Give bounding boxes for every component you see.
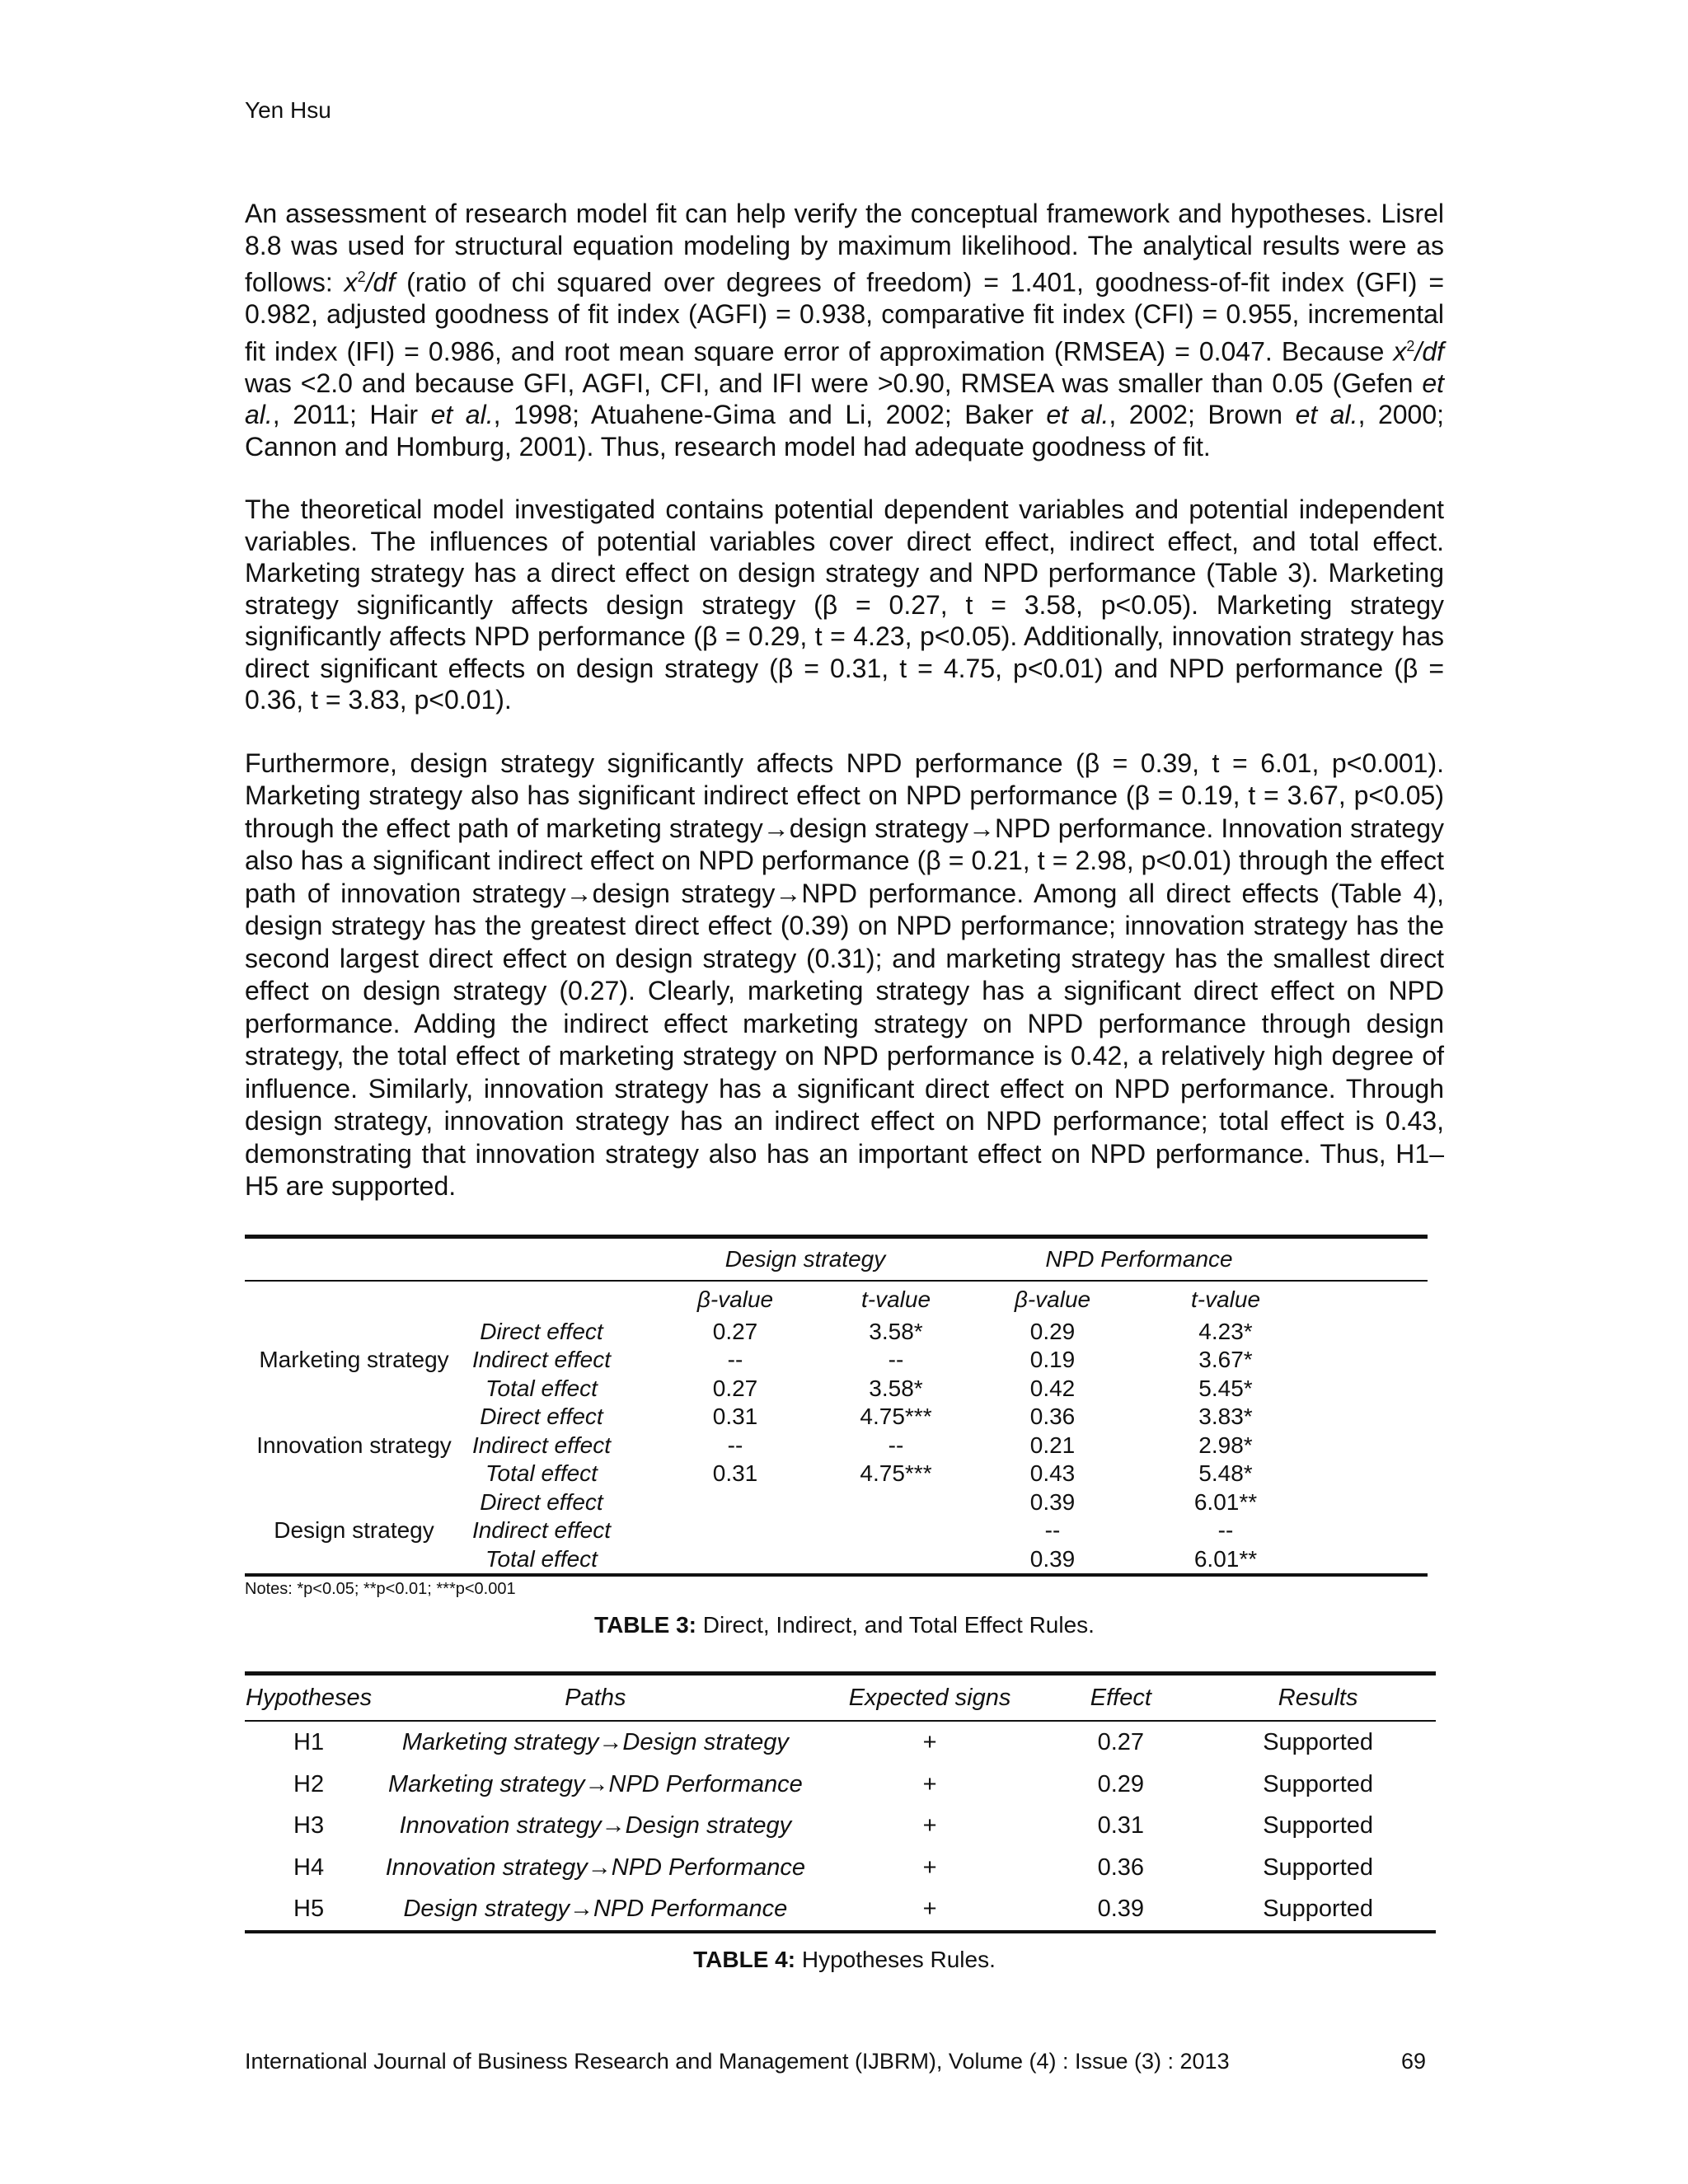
cell-design-beta <box>620 1516 801 1545</box>
cell-npd-beta: 0.21 <box>1029 1432 1076 1458</box>
table-4-row <box>245 1721 1436 1764</box>
cell-effect-type: Direct effect <box>480 1318 603 1344</box>
subheader-beta: β-value <box>1014 1286 1091 1312</box>
cell-npd-t: 3.83* <box>1198 1404 1253 1430</box>
cell-design-t: -- <box>888 1347 904 1373</box>
cell-row-label: Marketing strategy <box>259 1347 449 1373</box>
cell-npd-t: 5.48* <box>1198 1460 1253 1487</box>
cell-design-beta: -- <box>727 1347 743 1373</box>
cell-effect-type: Indirect effect <box>471 1517 612 1544</box>
cell-expected-sign: + <box>922 1729 937 1756</box>
cell-design-t <box>801 1545 966 1576</box>
cell-design-beta <box>620 1488 801 1517</box>
cell-design-t: -- <box>888 1432 904 1458</box>
cell-result: Supported <box>1263 1729 1374 1756</box>
cell-expected-sign: + <box>922 1854 937 1881</box>
cell-npd-beta: 0.39 <box>1029 1545 1076 1572</box>
header-paths: Paths <box>373 1674 818 1722</box>
group-header-design-strategy: Design strategy <box>724 1245 886 1272</box>
cell-effect-type: Total effect <box>485 1545 598 1572</box>
cell-expected-sign: + <box>818 1888 1042 1932</box>
group-header-npd-performance: NPD Performance <box>1045 1245 1233 1272</box>
cell-effect-type: Direct effect <box>480 1488 603 1515</box>
table-4-caption: TABLE 4: Hypotheses Rules. <box>693 1946 996 1972</box>
cell-row-label: Design strategy <box>274 1517 434 1544</box>
cell-design-beta: 0.31 <box>712 1404 758 1430</box>
cell-npd-beta: 0.43 <box>1029 1460 1076 1487</box>
table-3-notes: Notes: *p<0.05; **p<0.01; ***p<0.001 <box>245 1580 516 1599</box>
cell-effect-type: Total effect <box>485 1460 598 1487</box>
cell-effect-type: Indirect effect <box>471 1432 612 1458</box>
table-4-row <box>245 1847 1436 1889</box>
cell-design-beta <box>620 1545 801 1576</box>
cell-design-t: 3.58* <box>869 1318 923 1344</box>
table-4-row <box>245 1764 1436 1806</box>
header-expected-signs: Expected signs <box>818 1674 1042 1722</box>
cell-npd-t: 6.01** <box>1193 1488 1258 1515</box>
cell-design-t: 4.75*** <box>860 1460 932 1487</box>
cell-result: Supported <box>1263 1812 1374 1840</box>
cell-effect-type: Direct effect <box>480 1404 603 1430</box>
cell-hypothesis-id: H3 <box>293 1812 325 1840</box>
cell-path: Design strategy→NPD Performance <box>373 1888 818 1932</box>
cell-effect-type: Total effect <box>485 1375 598 1401</box>
paragraph-indirect-effects: Furthermore, design strategy significantly affects NPD performance (β = 0.39, t = 6.01, p<0.001). Marketing strategy also has significant indirect effect on NPD performance (β = 0.19, t = 3.67, p<0.05) through the effect path of marketing strategy→design strategy→NPD performance. Innovation strategy also has a significant indirect effect on NPD performance (β = 0.21, t = 2.98, p<0.01) through the effect path of innovation strategy→design strategy→NPD performance. Among all direct effects (Table 4), design strategy has the greatest direct effect (0.39) on NPD performance; innovation strategy has the second largest direct effect on design strategy (0.31); and marketing strategy has the smallest direct effect on design strategy (0.27). Clearly, marketing strategy has a significant direct effect on NPD performance. Adding the indirect effect marketing strategy on NPD performance through design strategy, the total effect of marketing strategy on NPD performance is 0.42, a relatively high degree of influence. Similarly, innovation strategy has a significant direct effect on NPD performance. Through design strategy, innovation strategy has an indirect effect on NPD performance; total effect is 0.43, demonstrating that innovation strategy also has an important effect on NPD performance. Thus, H1–H5 are supported. <box>245 748 1444 1202</box>
page-body <box>245 198 1444 1973</box>
paragraph-model-fit: An assessment of research model fit can help verify the conceptual framework and hypotheses. Lisrel 8.8 was used for structural equation modeling by maximum likelihood. The analytical results were as follows: $x^2/df$ (ratio of chi squared over degrees of freedom) = 1.401, goodness-of-fit index (GFI) = 0.982, adjusted goodness of fit index (AGFI) = 0.938, comparative fit index (CFI) = 0.955, incremental fit index (IFI) = 0.986, and root mean square error of approximation (RMSEA) = 0.047. Because $x^2/df$ was <2.0 and because GFI, AGFI, CFI, and IFI were >0.90, RMSEA was smaller than 0.05 (Gefen et al., 2011; Hair et al., 1998; Atuahene-Gima and Li, 2002; Baker et al., 2002; Brown et al., 2000; Cannon and Homburg, 2001). Thus, research model had adequate goodness of fit. <box>245 199 1445 462</box>
cell-npd-t: 3.67* <box>1198 1347 1253 1373</box>
cell-npd-beta: -- <box>1044 1517 1061 1544</box>
cell-result: Supported <box>1263 1770 1374 1797</box>
header-hypotheses: Hypotheses <box>245 1674 373 1722</box>
cell-design-beta: 0.31 <box>712 1460 758 1487</box>
cell-npd-beta: 0.42 <box>1029 1375 1076 1401</box>
cell-design-beta: 0.27 <box>712 1375 758 1401</box>
table-4-header-row <box>245 1674 1436 1722</box>
table-3-row <box>245 1403 1428 1432</box>
table-3-row <box>245 1488 1428 1517</box>
running-header-author: Yen Hsu <box>245 97 331 123</box>
effects-table <box>245 1235 1428 1577</box>
subheader-beta: β-value <box>696 1286 774 1312</box>
table-3-caption: TABLE 3: Direct, Indirect, and Total Effect Rules. <box>594 1612 1095 1638</box>
cell-npd-t: -- <box>1217 1517 1234 1544</box>
cell-path: Marketing strategy→NPD Performance <box>387 1770 803 1797</box>
cell-path: Marketing strategy→Design strategy <box>401 1729 789 1756</box>
table-4-hypotheses <box>245 1671 1436 1933</box>
table-4-row <box>245 1888 1436 1932</box>
table-3-row <box>245 1318 1428 1347</box>
cell-effect-value: 0.39 <box>1041 1888 1200 1932</box>
cell-expected-sign: + <box>922 1812 937 1840</box>
cell-npd-t: 5.45* <box>1198 1375 1253 1401</box>
cell-npd-beta: 0.29 <box>1029 1318 1076 1344</box>
table-3-subheader-row <box>245 1281 1428 1318</box>
cell-npd-t: 6.01** <box>1193 1545 1258 1572</box>
page-number: 69 <box>1401 2049 1427 2074</box>
paragraph-theoretical-model: The theoretical model investigated contains potential dependent variables and potential independent variables. The influences of potential variables cover direct effect, indirect effect, and total effect. Marketing strategy has a direct effect on design strategy and NPD performance (Table 3). Marketing strategy significantly affects design strategy (β = 0.27, t = 3.58, p<0.05). Marketing strategy significantly affects NPD performance (β = 0.29, t = 4.23, p<0.05). Additionally, innovation strategy has direct significant effects on design strategy (β = 0.31, t = 4.75, p<0.01) and NPD performance (β = 0.36, t = 3.83, p<0.01). <box>245 494 1444 715</box>
cell-hypothesis-id: H2 <box>293 1770 325 1797</box>
table-3-group-header-row <box>245 1236 1428 1281</box>
cell-result: Supported <box>1200 1888 1436 1932</box>
cell-design-t <box>801 1488 966 1517</box>
cell-path: Innovation strategy→Design strategy <box>399 1812 792 1840</box>
subheader-t: t-value <box>1190 1286 1261 1312</box>
cell-result: Supported <box>1263 1854 1374 1881</box>
cell-effect-value: 0.29 <box>1097 1770 1145 1797</box>
cell-npd-t: 4.23* <box>1198 1318 1253 1344</box>
cell-hypothesis-id: H1 <box>293 1729 325 1756</box>
cell-effect-value: 0.31 <box>1097 1812 1145 1840</box>
cell-design-t <box>801 1516 966 1545</box>
table-3-effects <box>245 1235 1428 1600</box>
cell-design-beta: 0.27 <box>712 1318 758 1344</box>
cell-expected-sign: + <box>922 1770 937 1797</box>
cell-design-t: 4.75*** <box>860 1404 932 1430</box>
cell-npd-beta: 0.39 <box>1029 1488 1076 1515</box>
cell-design-beta: -- <box>727 1432 743 1458</box>
cell-npd-beta: 0.19 <box>1029 1347 1076 1373</box>
cell-row-label: Innovation strategy <box>256 1432 452 1458</box>
cell-npd-beta: 0.36 <box>1029 1404 1076 1430</box>
cell-hypothesis-id: H4 <box>293 1854 325 1881</box>
cell-design-t: 3.58* <box>869 1375 923 1401</box>
header-results: Results <box>1200 1674 1436 1722</box>
table-4-row <box>245 1805 1436 1847</box>
cell-path: Innovation strategy→NPD Performance <box>385 1854 806 1881</box>
header-effect: Effect <box>1041 1674 1200 1722</box>
cell-effect-value: 0.36 <box>1097 1854 1145 1881</box>
cell-effect-type: Indirect effect <box>471 1347 612 1373</box>
cell-hypothesis-id: H5 <box>245 1888 373 1932</box>
cell-effect-value: 0.27 <box>1097 1729 1145 1756</box>
footer-journal: International Journal of Business Research and Management (IJBRM), Volume (4) : Issue (3) : 2013 <box>245 2049 1230 2074</box>
cell-npd-t: 2.98* <box>1198 1432 1253 1458</box>
subheader-t: t-value <box>860 1286 931 1312</box>
